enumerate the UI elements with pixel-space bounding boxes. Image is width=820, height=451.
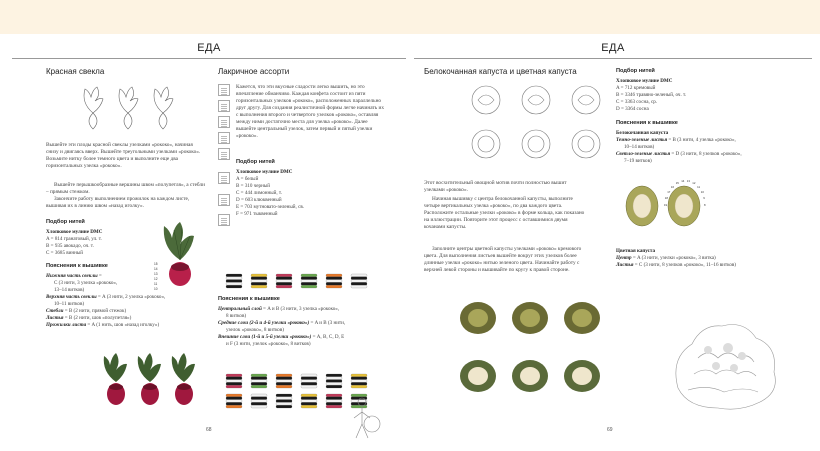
licorice-threads-subheading: Хлопковое мулине DMC <box>236 169 293 175</box>
note-line <box>46 315 131 321</box>
note-line <box>616 255 716 261</box>
licorice-candy <box>301 374 317 388</box>
header-rule <box>414 58 812 59</box>
note-text: = B (2 нити, прямой стежок) <box>63 308 127 314</box>
diagram-label: 10 <box>700 190 704 194</box>
licorice-candy <box>326 374 342 388</box>
note-label: Темно-зеленые листья <box>616 137 668 143</box>
note-line <box>616 262 736 268</box>
header-rule <box>12 58 406 59</box>
note-line <box>46 294 165 300</box>
licorice-candy <box>251 394 267 408</box>
licorice-paragraph: Кажется, что эти вкусные сладости легко вышить, но это впечатление обманчиво. Каждая конфета состоит из пяти горизонтальных узелков «рококо», расположенных параллельно друг другу. Для создания реалистичной формы легче начинать их с выполнения второго и четвертого узелков «рококо», оставляя между ними достаточно места для узелка «рококо». Далее вышейте центральный узелок, затем первый и пятый узелки «рококо». <box>236 84 384 139</box>
note-line <box>218 327 284 333</box>
note-text: = A (3 нити, узелки «рококо», 3 витка) <box>631 255 716 261</box>
note-text: 7–19 витков) <box>624 158 652 164</box>
note-text: = A и B (3 нити, <box>309 320 346 326</box>
note-label: Светло-зеленые листья <box>616 151 671 157</box>
beet-trio-illustration <box>98 352 202 412</box>
lines-icon <box>218 116 230 128</box>
beet-label-11: 11 <box>154 282 158 286</box>
note-text: 10–11 витков) <box>54 301 85 307</box>
note-label: Центральный слой <box>218 306 262 312</box>
diagram-label: 16 <box>670 184 675 189</box>
cauliflower-stitched <box>512 360 548 392</box>
licorice-candies-row-1 <box>226 274 374 290</box>
note-line <box>218 334 344 340</box>
cabbage-thread-a: A = 712 кремовый <box>616 85 656 91</box>
lines-icon <box>218 100 230 112</box>
cabbage-diagram-illustration <box>624 176 704 234</box>
licorice-candy <box>351 374 367 388</box>
note-label: Верхняя часть свеклы <box>46 294 97 300</box>
cabbage-outline-illustration <box>466 80 606 168</box>
note-text: = A (3 нити, 2 узелка «рококо», <box>96 294 166 300</box>
cabbage-notes-heading: Пояснения к вышивке <box>616 120 678 126</box>
note-text: = A и B (3 нити, 3 узелка «рококо», <box>261 306 340 312</box>
lines-icon <box>218 194 230 206</box>
diagram-label: 19 <box>664 203 668 207</box>
note-label: Средние слои (2-й и 4-й узелки «рококо») <box>218 320 310 326</box>
licorice-candy <box>301 274 317 288</box>
white-cabbage-stitched <box>512 302 548 334</box>
beet-paragraph-1: Вышейте эти плоды красной свеклы узелками «рококо», начиная снизу и двигаясь вверх. Вышейте треугольными узелками «рококо». Возьмите нитку более темного цвета и выполните еще два горизонтальных узелка «рококо». <box>46 142 201 169</box>
lines-icon <box>218 214 230 226</box>
licorice-candy <box>351 274 367 288</box>
beet-notes-heading: Пояснения к вышивке <box>46 263 108 269</box>
note-text: = B (3 нити, 4 узелка «рококо», <box>667 137 736 143</box>
note-text: 13–14 витков) <box>54 287 85 293</box>
note-text: = A (1 нить, шов «назад иголку») <box>86 322 160 328</box>
beet-thread-c: C = 3685 винный <box>46 250 84 256</box>
lines-icon <box>218 132 230 144</box>
cauliflower-outline-illustration <box>668 318 780 418</box>
beet-thread-a: A = 814 гранатовый, ул. т. <box>46 236 102 242</box>
lines-icon <box>218 84 230 96</box>
note-line <box>616 137 736 143</box>
note-text: = C (3 нити, 8 узелков «рококо», 11–16 витков) <box>633 262 736 268</box>
note-label: Стебли <box>46 308 64 314</box>
beet-stitched-illustration <box>152 220 212 292</box>
white-cabbage-stitched <box>564 302 600 334</box>
diagram-label: 14 <box>681 179 685 184</box>
licorice-candy <box>226 274 242 288</box>
lines-icon <box>218 172 230 184</box>
licorice-candy <box>276 394 292 408</box>
licorice-candy <box>301 394 317 408</box>
licorice-thread-c: C = 444 лимонный, т. <box>236 190 283 196</box>
note-line <box>218 306 339 312</box>
diagram-label: 12 <box>692 181 696 186</box>
note-line <box>616 158 652 164</box>
note-label: Листья <box>616 262 634 268</box>
note-line <box>46 273 102 279</box>
left-page <box>12 34 406 451</box>
diagram-label: 11 <box>697 184 701 189</box>
diagram-label: 18 <box>664 196 668 201</box>
beet-thread-b: B = 935 авокадо, оч. т. <box>46 243 94 249</box>
note-line <box>616 144 654 150</box>
cabbage-thread-d: D = 3364 сосна <box>616 106 649 112</box>
beet-title: Красная свекла <box>46 67 105 76</box>
beet-label-13: 13 <box>154 272 158 276</box>
cabbage-thread-b: B = 3346 травяно-зеленый, оч. т. <box>616 92 687 98</box>
note-line <box>46 322 159 328</box>
beet-label-10: 10 <box>154 287 158 291</box>
cabbage-paragraph-2: Начиная вышивку с центра белокочанной капусты, выполните четыре вертикальных узелка «рококо», по два каждого цвета. Расположите остальные узелки «рококо» в форме кольца, как показано на иллюстрации. Повторите этот процесс с оставшимися двумя кочанами капусты. <box>424 196 585 230</box>
licorice-thread-a: A = белый <box>236 176 259 182</box>
cauliflower-stitched <box>564 360 600 392</box>
note-line <box>46 287 84 293</box>
licorice-candy <box>226 374 242 388</box>
diagram-label: 17 <box>667 190 671 194</box>
beet-label-14: 14 <box>154 267 158 271</box>
note-text: C (3 нити, 3 узелка «рококо», <box>54 280 118 286</box>
licorice-thread-b: B = 310 черный <box>236 183 270 189</box>
cabbage-paragraph-3: Заполните центры цветной капусты узелками «рококо» кремового цвета. Для выполнения листьев вышейте вокруг этих узелков более длинные узелки «рококо» нитью зеленого цвета. Начинайте работу с верхней левой стороны и вышивайте по кругу к правой стороне. <box>424 246 582 273</box>
note-text: и F (3 нити, узелок «рококо», 8 витков) <box>226 341 311 347</box>
note-text: = A, B, C, D, E <box>311 334 345 340</box>
diagram-label: 15 <box>675 181 679 186</box>
licorice-candy <box>226 394 242 408</box>
licorice-candy <box>251 274 267 288</box>
diagram-label: 8 <box>704 203 706 207</box>
licorice-candy <box>276 374 292 388</box>
licorice-title: Лакричное ассорти <box>218 67 290 76</box>
licorice-thread-d: D = 603 клюквенный <box>236 197 282 203</box>
cabbage-paragraph-1: Этот восхитительный овощной мотив почти полностью вышит узелками «рококо». <box>424 180 567 193</box>
decorative-figure-illustration <box>342 394 382 444</box>
beet-threads-heading: Подбор нитей <box>46 219 85 225</box>
beet-label-12: 12 <box>154 277 158 281</box>
cabbage-threads-subheading: Хлопковое мулине DMC <box>616 78 673 84</box>
left-page-number: 68 <box>206 427 212 433</box>
white-cabbage-heading: Белокочанная капуста <box>616 130 669 136</box>
beet-paragraph-2: Вышейте перышкообразные вершины швом «полупетля», а стебли – прямым стежком. <box>46 182 205 195</box>
left-page-header: ЕДА <box>197 42 221 54</box>
note-text: = B (2 нити, шов «полупетля») <box>63 315 132 321</box>
note-line <box>46 280 117 286</box>
right-page <box>414 34 812 451</box>
licorice-threads-heading: Подбор нитей <box>236 159 275 165</box>
diagram-label: 13 <box>686 179 690 184</box>
note-label: Нижняя часть свеклы <box>46 273 98 279</box>
top-band <box>0 0 820 34</box>
right-page-number: 69 <box>607 427 613 433</box>
note-label: Прожилки листа <box>46 322 87 328</box>
licorice-thread-f: F = 971 тыквенный <box>236 211 278 217</box>
right-page-header: ЕДА <box>601 42 625 54</box>
note-label: Центр <box>616 255 632 261</box>
cabbage-thread-c: C = 3363 сосна, ср. <box>616 99 658 105</box>
licorice-candies-row-2 <box>226 374 374 390</box>
licorice-candy <box>251 374 267 388</box>
note-line <box>218 320 345 326</box>
licorice-thread-e: E = 703 мутновато-зеленый, св. <box>236 204 305 210</box>
note-text: 10–14 витков) <box>624 144 655 150</box>
note-label: Внешние слои (1-й и 5-й узелки «рококо») <box>218 334 312 340</box>
white-cabbage-stitched <box>460 302 496 334</box>
beet-outline-illustration <box>78 84 178 142</box>
note-line <box>218 313 246 319</box>
licorice-candy <box>326 274 342 288</box>
beet-paragraph-3: Закончите работу выполнением прожилок на каждом листе, вышивая их в линию швом «назад иголку». <box>46 196 190 209</box>
note-line <box>46 308 126 314</box>
cabbage-stitched-illustration <box>458 296 608 406</box>
beet-label-15: 15 <box>154 262 158 266</box>
note-text: 8 витков) <box>226 313 247 319</box>
licorice-notes-heading: Пояснения к вышивке <box>218 296 280 302</box>
licorice-candy <box>326 394 342 408</box>
note-line <box>46 301 84 307</box>
note-text: = D (3 нити, 8 узелков «рококо», <box>670 151 742 157</box>
note-line <box>616 151 742 157</box>
note-line <box>218 341 311 347</box>
cabbage-threads-heading: Подбор нитей <box>616 68 655 74</box>
cabbage-title: Белокочанная капуста и цветная капуста <box>424 67 577 76</box>
licorice-candy <box>276 274 292 288</box>
note-text: узелок «рококо», 8 витков) <box>226 327 284 333</box>
beet-threads-subheading: Хлопковое мулине DMC <box>46 229 103 235</box>
cauliflower-heading: Цветная капуста <box>616 248 656 254</box>
note-label: Листья <box>46 315 64 321</box>
cauliflower-stitched <box>460 360 496 392</box>
note-text: = <box>97 273 102 279</box>
lines-icon <box>218 148 230 160</box>
diagram-label: 9 <box>703 196 705 201</box>
